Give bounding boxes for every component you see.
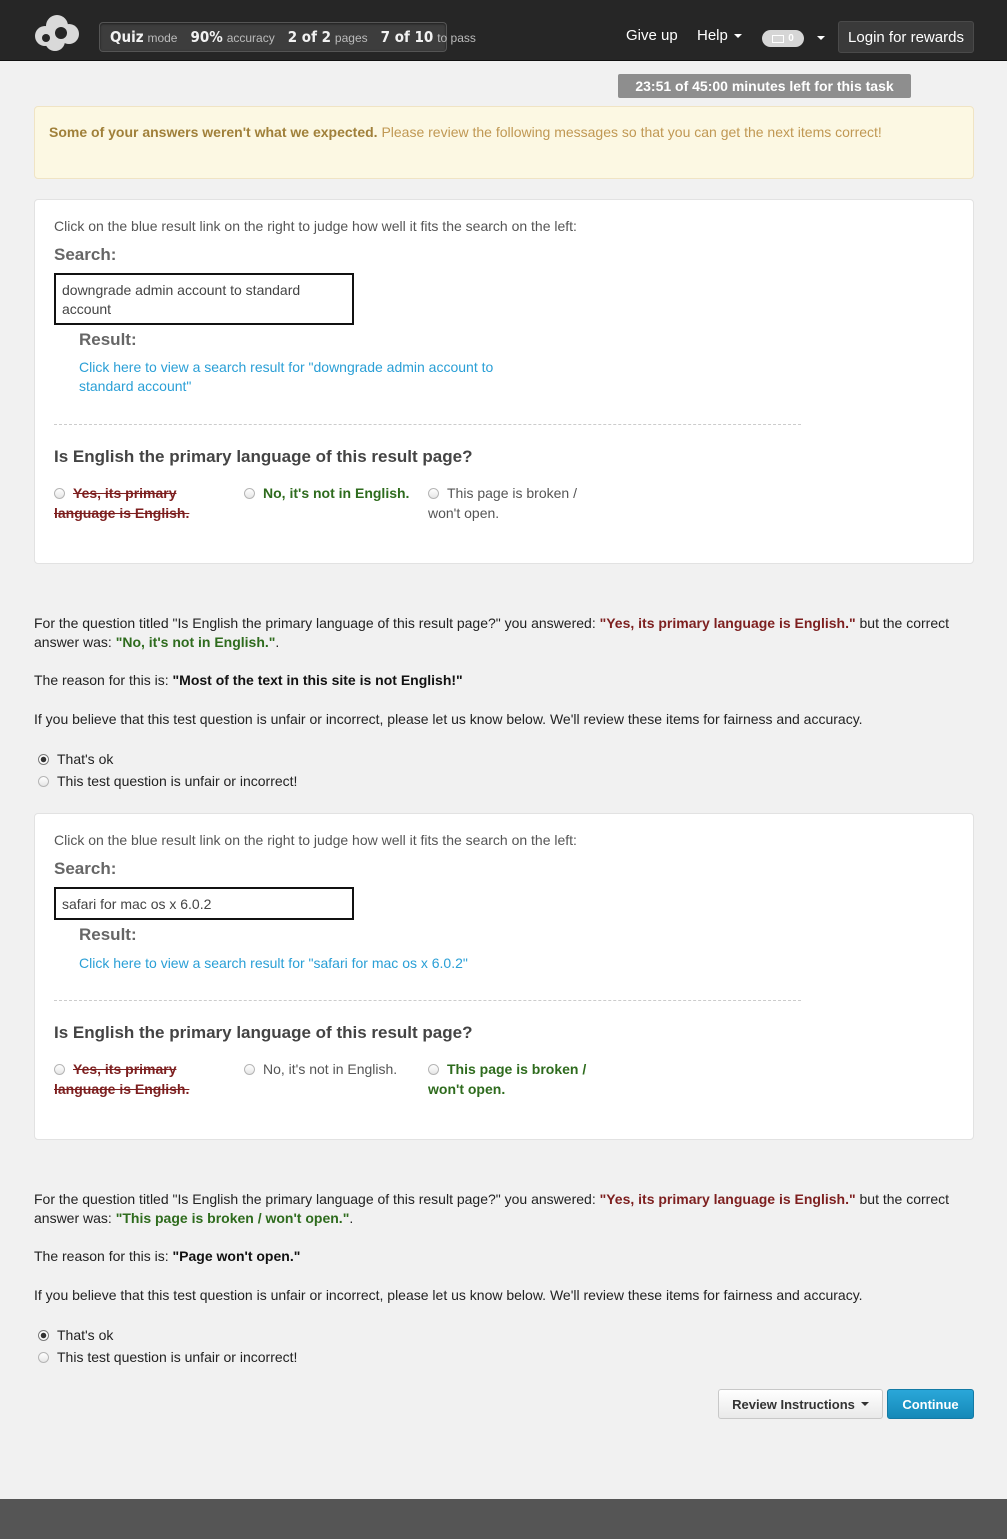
choice-label: That's ok [57, 751, 114, 767]
review-instructions-button[interactable] [718, 1389, 883, 1419]
search-query-box: downgrade admin account to standard account [54, 273, 354, 325]
option-label: No, it's not in English. [263, 1061, 398, 1077]
task-card [34, 199, 974, 564]
choice-thats-ok[interactable] [38, 1327, 113, 1343]
task-card [34, 813, 974, 1140]
mode-stat: Quiz mode [110, 28, 178, 46]
help-label: Help [697, 27, 728, 44]
choice-label: That's ok [57, 1327, 114, 1343]
option-label: Yes, its primary language is English. [54, 1061, 190, 1097]
radio-icon[interactable] [38, 754, 49, 765]
quiz-stats-panel [99, 22, 476, 52]
search-heading: Search: [54, 859, 117, 878]
warning-alert [34, 106, 974, 179]
task-timer: 23:51 of 45:00 minutes left for this task [618, 74, 911, 98]
radio-icon[interactable] [54, 1064, 65, 1075]
reason-text: "Page won't open." [172, 1248, 301, 1264]
choice-label: This test question is unfair or incorrect! [57, 773, 298, 789]
option-label: No, it's not in English. [263, 485, 410, 501]
choice-label: This test question is unfair or incorrect! [57, 1349, 298, 1365]
give-up-link[interactable]: Give up [626, 27, 678, 44]
search-query-box: safari for mac os x 6.0.2 [54, 887, 354, 920]
divider [54, 424, 801, 425]
your-answer: "Yes, its primary language is English." [599, 615, 856, 631]
feedback-prefix: For the question titled "Is English the primary language of this result page?" you answered: [34, 615, 596, 631]
crowd-logo-icon[interactable] [33, 14, 81, 52]
message-count: 0 [788, 33, 794, 44]
pass-stat: 7 of 10 to pass [380, 28, 476, 46]
alert-text: Please review the following messages so that you can get the next items correct! [381, 124, 882, 140]
radio-icon[interactable] [244, 488, 255, 499]
accuracy-stat: 90% accuracy [190, 28, 275, 46]
search-result-link[interactable]: Click here to view a search result for "downgrade admin account to standard account" [79, 359, 494, 394]
result-heading: Result: [79, 330, 137, 349]
answer-feedback: For the question titled "Is English the primary language of this result page?" you answered: "Yes, its primary language is English." but the correct answer was: "No, it's not in English.". [34, 615, 950, 650]
task-instruction: Click on the blue result link on the right to judge how well it fits the search on the left: [54, 218, 577, 234]
review-label: Review Instructions [732, 1396, 855, 1412]
chevron-down-icon[interactable] [817, 36, 825, 40]
pages-stat: 2 of 2 pages [287, 28, 368, 46]
option-yes-english[interactable] [54, 1059, 229, 1099]
login-button[interactable]: Login for rewards [838, 21, 974, 53]
dispute-text: If you believe that this test question is unfair or incorrect, please let us know below. We'll review these items for fairness and accuracy. [34, 1287, 863, 1303]
feedback-reason [34, 671, 984, 690]
option-page-broken[interactable] [428, 483, 613, 523]
choice-unfair[interactable] [38, 773, 297, 789]
search-result-link[interactable]: Click here to view a search result for "safari for mac os x 6.0.2" [79, 955, 468, 971]
dispute-text: If you believe that this test question is unfair or incorrect, please let us know below. We'll review these items for fairness and accuracy. [34, 711, 863, 727]
feedback-reason [34, 1247, 984, 1266]
question-title: Is English the primary language of this result page? [54, 1023, 473, 1042]
envelope-icon [772, 35, 784, 43]
radio-icon[interactable] [428, 1064, 439, 1075]
chevron-down-icon [861, 1402, 869, 1406]
option-yes-english[interactable] [54, 483, 229, 523]
reason-prefix: The reason for this is: [34, 1248, 169, 1264]
feedback-middle: but the correct answer was: [34, 1191, 950, 1226]
correct-answer: "No, it's not in English." [115, 634, 276, 650]
option-not-english[interactable] [244, 483, 424, 503]
option-page-broken[interactable] [428, 1059, 613, 1099]
radio-icon[interactable] [244, 1064, 255, 1075]
feedback-middle: but the correct answer was: [34, 615, 950, 650]
feedback-prefix: For the question titled "Is English the primary language of this result page?" you answered: [34, 1191, 596, 1207]
task-instruction: Click on the blue result link on the right to judge how well it fits the search on the left: [54, 832, 577, 848]
answer-feedback: For the question titled "Is English the primary language of this result page?" you answered: "Yes, its primary language is English." but the correct answer was: "This page is broken / won't open.". [34, 1191, 950, 1226]
top-navbar [0, 0, 1007, 61]
radio-icon[interactable] [38, 1352, 49, 1363]
option-label: Yes, its primary language is English. [54, 485, 190, 521]
result-heading: Result: [79, 925, 137, 944]
help-menu[interactable] [697, 27, 742, 44]
option-label: This page is broken / won't open. [428, 1061, 587, 1097]
radio-icon[interactable] [38, 1330, 49, 1341]
option-label: This page is broken / won't open. [428, 485, 577, 521]
choice-thats-ok[interactable] [38, 751, 113, 767]
choice-unfair[interactable] [38, 1349, 297, 1365]
alert-title: Some of your answers weren't what we expected. [49, 124, 378, 140]
your-answer: "Yes, its primary language is English." [599, 1191, 856, 1207]
reason-prefix: The reason for this is: [34, 672, 169, 688]
page-footer [0, 1499, 1007, 1539]
chevron-down-icon [734, 34, 742, 38]
continue-button[interactable]: Continue [887, 1389, 974, 1419]
reason-text: "Most of the text in this site is not English!" [172, 672, 463, 688]
question-title: Is English the primary language of this result page? [54, 447, 473, 466]
radio-icon[interactable] [38, 776, 49, 787]
radio-icon[interactable] [428, 488, 439, 499]
option-not-english[interactable] [244, 1059, 424, 1079]
divider [54, 1000, 801, 1001]
radio-icon[interactable] [54, 488, 65, 499]
correct-answer: "This page is broken / won't open." [115, 1210, 350, 1226]
messages-button[interactable] [762, 30, 804, 47]
search-heading: Search: [54, 245, 117, 264]
